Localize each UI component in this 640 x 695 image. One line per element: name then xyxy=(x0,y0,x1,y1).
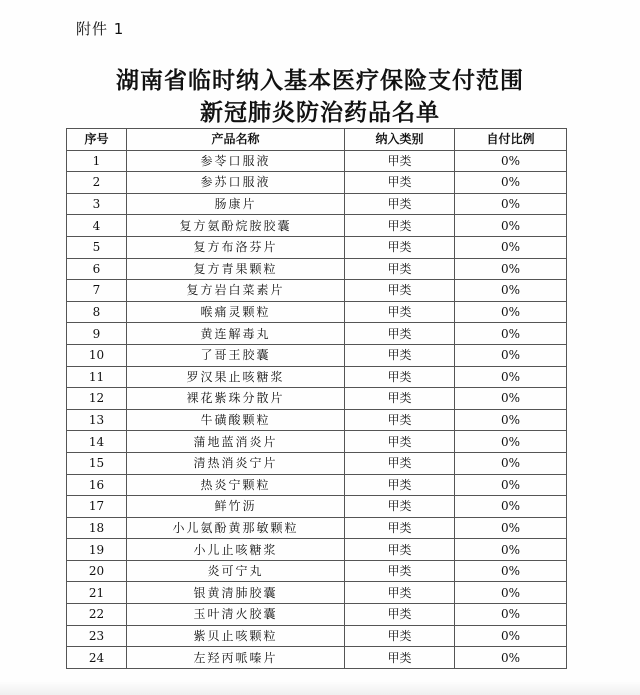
table-row xyxy=(67,388,567,410)
document-title-line-2: 新冠肺炎防治药品名单 xyxy=(200,100,440,126)
self-pay-ratio-cell: 0% xyxy=(455,604,567,626)
category-cell: 甲类 xyxy=(345,539,455,561)
row-number-cell: 17 xyxy=(67,496,127,518)
table-row xyxy=(67,215,567,237)
product-name-cell: 喉痛灵颗粒 xyxy=(127,301,345,323)
table-row xyxy=(67,409,567,431)
table-header-row xyxy=(67,129,567,151)
drug-list-table xyxy=(66,128,567,669)
product-name-cell: 黄连解毒丸 xyxy=(127,323,345,345)
table-row xyxy=(67,280,567,302)
self-pay-ratio-cell: 0% xyxy=(455,366,567,388)
row-number-cell: 21 xyxy=(67,582,127,604)
category-cell: 甲类 xyxy=(345,193,455,215)
product-name-cell: 裸花紫珠分散片 xyxy=(127,388,345,410)
row-number-cell: 14 xyxy=(67,431,127,453)
self-pay-ratio-cell: 0% xyxy=(455,388,567,410)
table-row xyxy=(67,301,567,323)
table-row xyxy=(67,193,567,215)
category-cell: 甲类 xyxy=(345,215,455,237)
product-name-cell: 牛磺酸颗粒 xyxy=(127,409,345,431)
self-pay-ratio-cell: 0% xyxy=(455,323,567,345)
category-cell: 甲类 xyxy=(345,647,455,669)
row-number-cell: 7 xyxy=(67,280,127,302)
category-cell: 甲类 xyxy=(345,280,455,302)
row-number-cell: 5 xyxy=(67,236,127,258)
category-cell: 甲类 xyxy=(345,366,455,388)
self-pay-ratio-cell: 0% xyxy=(455,236,567,258)
category-cell: 甲类 xyxy=(345,323,455,345)
table-row xyxy=(67,431,567,453)
product-name-cell: 复方布洛芬片 xyxy=(127,236,345,258)
row-number-cell: 23 xyxy=(67,625,127,647)
self-pay-ratio-cell: 0% xyxy=(455,517,567,539)
table-row xyxy=(67,582,567,604)
table-row xyxy=(67,344,567,366)
product-name-cell: 小儿止咳糖浆 xyxy=(127,539,345,561)
row-number-cell: 13 xyxy=(67,409,127,431)
self-pay-ratio-cell: 0% xyxy=(455,496,567,518)
table-row xyxy=(67,474,567,496)
table-row xyxy=(67,539,567,561)
row-number-cell: 1 xyxy=(67,150,127,172)
table-row xyxy=(67,517,567,539)
self-pay-ratio-cell: 0% xyxy=(455,539,567,561)
self-pay-ratio-cell: 0% xyxy=(455,215,567,237)
self-pay-ratio-cell: 0% xyxy=(455,582,567,604)
table-row xyxy=(67,647,567,669)
row-number-cell: 8 xyxy=(67,301,127,323)
product-name-cell: 热炎宁颗粒 xyxy=(127,474,345,496)
category-cell: 甲类 xyxy=(345,344,455,366)
table-row xyxy=(67,625,567,647)
row-number-cell: 12 xyxy=(67,388,127,410)
table-row xyxy=(67,496,567,518)
column-header-self-pay-ratio: 自付比例 xyxy=(455,129,567,151)
table-row xyxy=(67,172,567,194)
product-name-cell: 玉叶清火胶囊 xyxy=(127,604,345,626)
table-row xyxy=(67,604,567,626)
category-cell: 甲类 xyxy=(345,625,455,647)
row-number-cell: 2 xyxy=(67,172,127,194)
table-row xyxy=(67,366,567,388)
category-cell: 甲类 xyxy=(345,474,455,496)
table-row xyxy=(67,150,567,172)
row-number-cell: 11 xyxy=(67,366,127,388)
product-name-cell: 左羟丙哌嗪片 xyxy=(127,647,345,669)
product-name-cell: 炎可宁丸 xyxy=(127,560,345,582)
product-name-cell: 蒲地蓝消炎片 xyxy=(127,431,345,453)
self-pay-ratio-cell: 0% xyxy=(455,193,567,215)
row-number-cell: 10 xyxy=(67,344,127,366)
row-number-cell: 15 xyxy=(67,452,127,474)
product-name-cell: 鲜竹沥 xyxy=(127,496,345,518)
row-number-cell: 9 xyxy=(67,323,127,345)
product-name-cell: 肠康片 xyxy=(127,193,345,215)
category-cell: 甲类 xyxy=(345,604,455,626)
row-number-cell: 6 xyxy=(67,258,127,280)
self-pay-ratio-cell: 0% xyxy=(455,431,567,453)
table-row xyxy=(67,560,567,582)
category-cell: 甲类 xyxy=(345,452,455,474)
product-name-cell: 复方岩白菜素片 xyxy=(127,280,345,302)
self-pay-ratio-cell: 0% xyxy=(455,301,567,323)
category-cell: 甲类 xyxy=(345,496,455,518)
product-name-cell: 罗汉果止咳糖浆 xyxy=(127,366,345,388)
self-pay-ratio-cell: 0% xyxy=(455,560,567,582)
product-name-cell: 小儿氨酚黄那敏颗粒 xyxy=(127,517,345,539)
column-header-category: 纳入类别 xyxy=(345,129,455,151)
table-row xyxy=(67,452,567,474)
row-number-cell: 22 xyxy=(67,604,127,626)
column-header-product-name: 产品名称 xyxy=(127,129,345,151)
self-pay-ratio-cell: 0% xyxy=(455,172,567,194)
category-cell: 甲类 xyxy=(345,582,455,604)
table-row xyxy=(67,236,567,258)
category-cell: 甲类 xyxy=(345,258,455,280)
self-pay-ratio-cell: 0% xyxy=(455,258,567,280)
category-cell: 甲类 xyxy=(345,517,455,539)
product-name-cell: 紫贝止咳颗粒 xyxy=(127,625,345,647)
self-pay-ratio-cell: 0% xyxy=(455,150,567,172)
category-cell: 甲类 xyxy=(345,236,455,258)
row-number-cell: 24 xyxy=(67,647,127,669)
category-cell: 甲类 xyxy=(345,560,455,582)
self-pay-ratio-cell: 0% xyxy=(455,452,567,474)
table-row xyxy=(67,258,567,280)
product-name-cell: 参苓口服液 xyxy=(127,150,345,172)
self-pay-ratio-cell: 0% xyxy=(455,409,567,431)
category-cell: 甲类 xyxy=(345,409,455,431)
category-cell: 甲类 xyxy=(345,172,455,194)
attachment-label: 附件 1 xyxy=(76,20,125,38)
category-cell: 甲类 xyxy=(345,150,455,172)
self-pay-ratio-cell: 0% xyxy=(455,474,567,496)
self-pay-ratio-cell: 0% xyxy=(455,344,567,366)
self-pay-ratio-cell: 0% xyxy=(455,625,567,647)
product-name-cell: 银黄清肺胶囊 xyxy=(127,582,345,604)
self-pay-ratio-cell: 0% xyxy=(455,647,567,669)
product-name-cell: 清热消炎宁片 xyxy=(127,452,345,474)
row-number-cell: 16 xyxy=(67,474,127,496)
table-row xyxy=(67,323,567,345)
row-number-cell: 19 xyxy=(67,539,127,561)
row-number-cell: 4 xyxy=(67,215,127,237)
product-name-cell: 复方氨酚烷胺胶囊 xyxy=(127,215,345,237)
product-name-cell: 了哥王胶囊 xyxy=(127,344,345,366)
column-header-number: 序号 xyxy=(67,129,127,151)
product-name-cell: 参苏口服液 xyxy=(127,172,345,194)
row-number-cell: 3 xyxy=(67,193,127,215)
row-number-cell: 18 xyxy=(67,517,127,539)
product-name-cell: 复方青果颗粒 xyxy=(127,258,345,280)
row-number-cell: 20 xyxy=(67,560,127,582)
self-pay-ratio-cell: 0% xyxy=(455,280,567,302)
document-title-line-1: 湖南省临时纳入基本医疗保险支付范围 xyxy=(116,68,524,94)
category-cell: 甲类 xyxy=(345,301,455,323)
category-cell: 甲类 xyxy=(345,388,455,410)
page-shadow xyxy=(0,681,640,695)
category-cell: 甲类 xyxy=(345,431,455,453)
